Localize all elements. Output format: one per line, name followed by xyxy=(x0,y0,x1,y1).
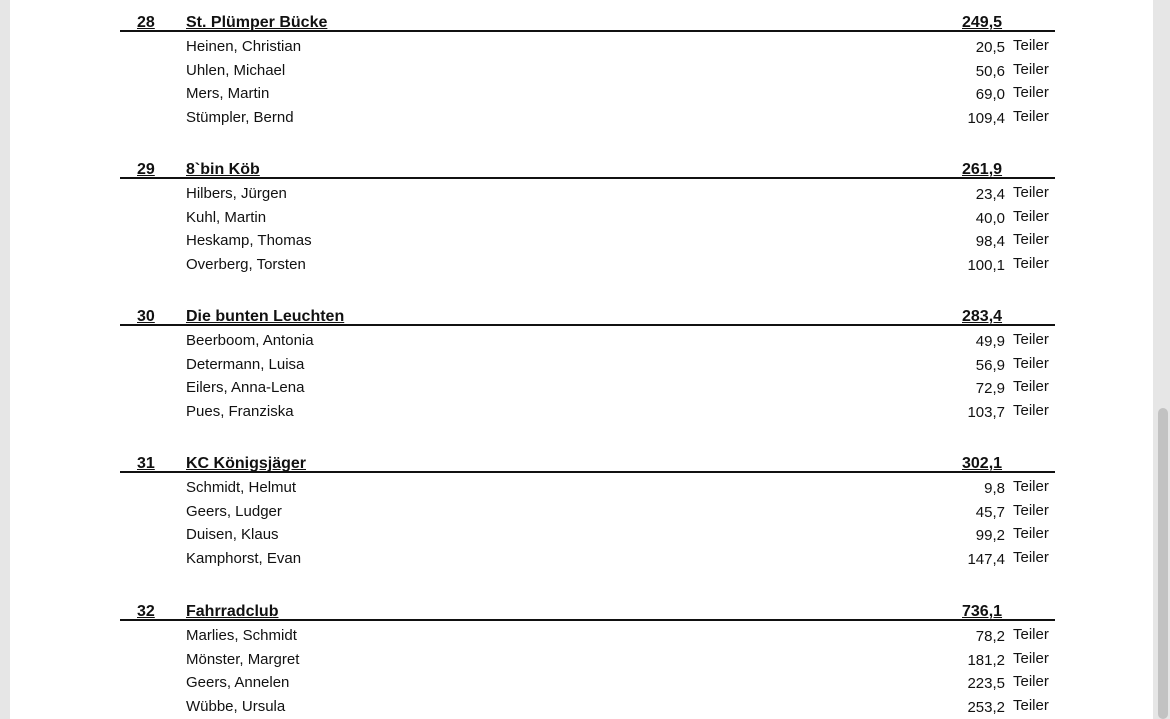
member-row xyxy=(120,520,1055,544)
member-name: Heskamp, Thomas xyxy=(186,232,312,250)
member-value: 9,8 xyxy=(984,480,1005,497)
member-row xyxy=(120,226,1055,250)
member-name: Geers, Annelen xyxy=(186,674,290,692)
team-block xyxy=(120,443,1055,567)
team-block xyxy=(120,591,1055,715)
member-value: 69,0 xyxy=(975,86,1005,104)
member-unit: Teiler xyxy=(1013,231,1049,249)
member-row xyxy=(120,621,1055,645)
member-name: Overberg, Torsten xyxy=(186,255,306,273)
team-header xyxy=(120,149,1055,179)
member-row xyxy=(120,203,1055,227)
team-header xyxy=(120,591,1055,621)
member-value: 100,1 xyxy=(967,256,1005,274)
member-unit: Teiler xyxy=(1013,501,1049,519)
team-name: 8`bin Köb xyxy=(186,161,260,178)
member-row xyxy=(120,250,1055,274)
team-total: 249,5 xyxy=(962,14,1003,31)
member-unit: Teiler xyxy=(1013,254,1049,272)
member-name: Uhlen, Michael xyxy=(186,61,286,79)
member-name: Marlies, Schmidt xyxy=(186,627,297,644)
member-name: Beerboom, Antonia xyxy=(186,332,314,349)
member-unit: Teiler xyxy=(1013,626,1049,643)
team-rank: 29 xyxy=(137,161,155,178)
member-name: Duisen, Klaus xyxy=(186,526,279,544)
member-name: Mers, Martin xyxy=(186,85,270,103)
team-rank: 31 xyxy=(137,455,155,472)
viewer-left-margin xyxy=(0,0,10,719)
member-row xyxy=(120,32,1055,56)
member-unit: Teiler xyxy=(1013,525,1049,543)
team-rank: 32 xyxy=(137,603,155,620)
team-block xyxy=(120,2,1055,126)
member-row xyxy=(120,645,1055,669)
member-unit: Teiler xyxy=(1013,354,1049,372)
vertical-scrollbar[interactable] xyxy=(1153,0,1170,719)
member-row xyxy=(120,373,1055,397)
member-row xyxy=(120,103,1055,127)
member-value: 20,5 xyxy=(975,39,1005,56)
team-name: St. Plümper Bücke xyxy=(186,14,328,31)
member-name: Determann, Luisa xyxy=(186,355,305,373)
member-value: 253,2 xyxy=(967,698,1005,716)
team-total: 261,9 xyxy=(962,161,1003,178)
member-name: Mönster, Margret xyxy=(186,650,300,668)
member-unit: Teiler xyxy=(1013,401,1049,419)
team-block xyxy=(120,296,1055,420)
member-unit: Teiler xyxy=(1013,548,1049,566)
member-unit: Teiler xyxy=(1013,207,1049,225)
member-unit: Teiler xyxy=(1013,84,1049,102)
member-value: 40,0 xyxy=(975,209,1005,227)
member-name: Kamphorst, Evan xyxy=(186,549,302,567)
member-unit: Teiler xyxy=(1013,649,1049,667)
team-total: 736,1 xyxy=(962,603,1003,620)
team-header xyxy=(120,443,1055,473)
member-unit: Teiler xyxy=(1013,378,1049,396)
member-value: 103,7 xyxy=(967,403,1005,421)
scrollbar-thumb[interactable] xyxy=(1158,408,1168,719)
member-value: 223,5 xyxy=(967,675,1005,693)
member-unit: Teiler xyxy=(1013,184,1049,201)
team-block xyxy=(120,149,1055,273)
member-name: Geers, Ludger xyxy=(186,502,282,520)
member-name: Eilers, Anna-Lena xyxy=(186,379,305,397)
team-name: Die bunten Leuchten xyxy=(186,308,345,325)
member-row xyxy=(120,350,1055,374)
member-row xyxy=(120,497,1055,521)
member-row xyxy=(120,326,1055,350)
member-value: 181,2 xyxy=(967,651,1005,669)
member-unit: Teiler xyxy=(1013,60,1049,78)
member-name: Heinen, Christian xyxy=(186,38,302,55)
team-name: Fahrradclub xyxy=(186,603,279,620)
member-unit: Teiler xyxy=(1013,331,1049,348)
member-value: 49,9 xyxy=(975,333,1005,350)
team-name: KC Königsjäger xyxy=(186,455,307,472)
team-total: 283,4 xyxy=(962,308,1003,325)
member-row xyxy=(120,668,1055,692)
member-unit: Teiler xyxy=(1013,107,1049,125)
team-rank: 28 xyxy=(137,14,155,31)
member-value: 98,4 xyxy=(975,233,1005,251)
member-value: 72,9 xyxy=(975,380,1005,398)
member-value: 99,2 xyxy=(975,527,1005,545)
member-value: 45,7 xyxy=(975,503,1005,521)
member-unit: Teiler xyxy=(1013,37,1049,54)
member-name: Schmidt, Helmut xyxy=(186,479,297,496)
member-name: Wübbe, Ursula xyxy=(186,697,286,715)
member-unit: Teiler xyxy=(1013,478,1049,495)
member-row xyxy=(120,79,1055,103)
member-row xyxy=(120,56,1055,80)
team-rank: 30 xyxy=(137,308,155,325)
member-name: Kuhl, Martin xyxy=(186,208,267,226)
member-name: Hilbers, Jürgen xyxy=(186,185,287,202)
member-name: Pues, Franziska xyxy=(186,402,294,420)
member-value: 109,4 xyxy=(967,109,1005,127)
member-value: 147,4 xyxy=(967,550,1005,568)
member-value: 78,2 xyxy=(975,628,1005,645)
member-row xyxy=(120,544,1055,568)
member-row xyxy=(120,179,1055,203)
team-header xyxy=(120,2,1055,32)
member-value: 50,6 xyxy=(975,62,1005,80)
member-value: 23,4 xyxy=(975,186,1005,203)
team-total: 302,1 xyxy=(962,455,1003,472)
member-unit: Teiler xyxy=(1013,673,1049,691)
member-row xyxy=(120,692,1055,716)
member-row xyxy=(120,397,1055,421)
team-header xyxy=(120,296,1055,326)
member-row xyxy=(120,473,1055,497)
member-value: 56,9 xyxy=(975,356,1005,374)
member-unit: Teiler xyxy=(1013,696,1049,714)
member-name: Stümpler, Bernd xyxy=(186,108,294,126)
